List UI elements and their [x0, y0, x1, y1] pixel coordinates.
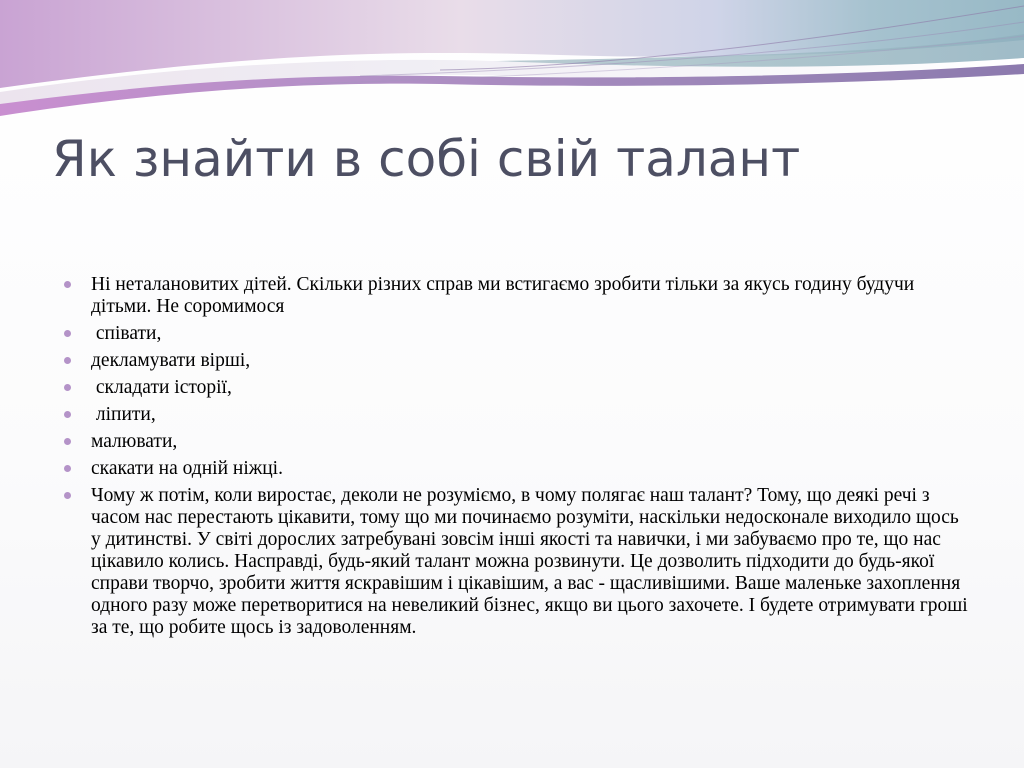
bullet-dot-icon	[64, 438, 71, 445]
bullet-item	[64, 485, 973, 639]
bullet-text: співати,	[91, 323, 162, 344]
bullet-dot-icon	[64, 492, 71, 499]
bullet-text: складати історії,	[91, 377, 232, 398]
bullet-dot-icon	[64, 330, 71, 337]
header-wave-decoration	[0, 0, 1024, 130]
bullet-text: Ні неталановитих дітей. Скільки різних справ ми встигаємо зробити тільки за якусь годину будучи дітьми. Не соромимося	[91, 274, 920, 317]
bullet-dot-icon	[64, 465, 71, 472]
bullet-dot-icon	[64, 281, 71, 288]
bullet-item	[64, 377, 969, 399]
bullet-item	[64, 350, 969, 372]
bullet-text: ліпити,	[91, 404, 156, 425]
bullet-item	[64, 274, 969, 318]
slide-title: Як знайти в собі свій талант	[52, 130, 801, 188]
bullet-item	[64, 458, 969, 480]
bullet-dot-icon	[64, 384, 71, 391]
bullet-list	[64, 274, 973, 644]
bullet-text: малювати,	[91, 431, 178, 452]
bullet-dot-icon	[64, 357, 71, 364]
bullet-dot-icon	[64, 411, 71, 418]
bullet-text: Чому ж потім, коли виростає, деколи не розуміємо, в чому полягає наш талант? Тому, що деякі речі з часом нас перестають цікавити, тому що ми починаємо розуміти, наскільки недосконале виходило щось у дитинстві. У світі дорослих затребувані зовсім інші якості та навички, і ми забуваємо про те, що нас цікавило колись. Насправді, будь-який талант можна розвинути. Це дозволить підходити до будь-якої справи творчо, зробити життя яскравішим і цікавішим, а вас - щасливішими. Ваше маленьке захоплення одного разу може перетворитися на невеликий бізнес, якщо ви цього захочете. І будете отримувати гроші за те, що робите щось із задоволенням.	[91, 485, 973, 638]
bullet-text: скакати на одній ніжці.	[91, 458, 283, 479]
bullet-item	[64, 404, 969, 426]
bullet-text: декламувати вірші,	[91, 350, 251, 371]
bullet-item	[64, 431, 969, 453]
bullet-item	[64, 323, 969, 345]
